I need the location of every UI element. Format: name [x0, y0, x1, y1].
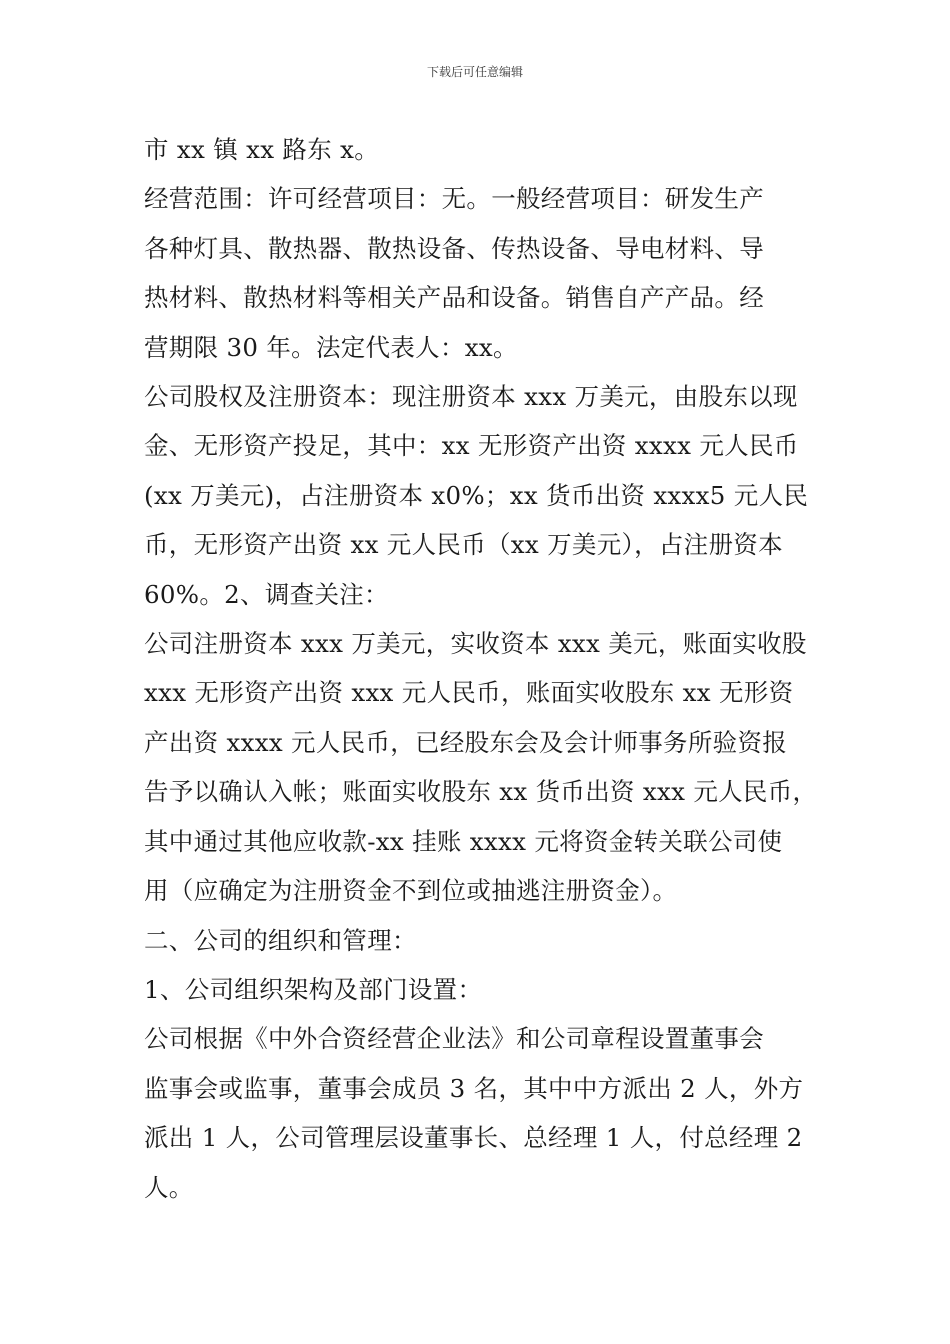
text-line: 金、无形资产投足，其中：xx 无形资产出资 xxxx 元人民币: [144, 431, 799, 461]
text-line: 60%。2、调查关注：: [144, 579, 389, 609]
text-line: 公司股权及注册资本：现注册资本 xxx 万美元，由股东以现: [144, 382, 798, 412]
subsection-heading: 1、公司组织架构及部门设置：: [144, 974, 483, 1004]
text-line: 产出资 xxxx 元人民币，已经股东会及会计师事务所验资报: [144, 727, 788, 757]
text-line: 公司根据《中外合资经营企业法》和公司章程设置董事会: [144, 1024, 764, 1054]
section-heading: 二、公司的组织和管理：: [144, 925, 417, 955]
text-line: 币，无形资产出资 xx 元人民币（xx 万美元），占注册资本: [144, 530, 783, 560]
text-line: 公司注册资本 xxx 万美元，实收资本 xxx 美元，账面实收股: [144, 629, 807, 659]
text-line: 市 xx 镇 xx 路东 x。: [144, 135, 380, 164]
page-header-note: 下载后可任意编辑: [426, 65, 523, 79]
document-body: [144, 125, 818, 1212]
text-line: 派出 1 人，公司管理层设董事长、总经理 1 人，付总经理 2: [144, 1123, 803, 1153]
text-line: 人。: [144, 1172, 194, 1202]
text-line: 监事会或监事，董事会成员 3 名，其中中方派出 2 人，外方: [144, 1073, 804, 1103]
text-line: 热材料、散热材料等相关产品和设备。销售自产产品。经: [144, 283, 764, 313]
text-line: 经营范围：许可经营项目：无。一般经营项目：研发生产: [144, 184, 764, 214]
text-line: 用（应确定为注册资金不到位或抽逃注册资金）。: [144, 876, 678, 906]
text-line: 各种灯具、散热器、散热设备、传热设备、导电材料、导: [144, 233, 764, 263]
text-line: (xx 万美元)，占注册资本 x0%；xx 货币出资 xxxx5 元人民: [144, 480, 809, 510]
text-line: 营期限 30 年。法定代表人：xx。: [144, 332, 518, 362]
text-line: 其中通过其他应收款-xx 挂账 xxxx 元将资金转关联公司使: [144, 826, 783, 856]
text-line: xxx 无形资产出资 xxx 元人民币，账面实收股东 xx 无形资: [144, 678, 794, 708]
text-line: 告予以确认入帐；账面实收股东 xx 货币出资 xxx 元人民币，: [144, 777, 818, 807]
